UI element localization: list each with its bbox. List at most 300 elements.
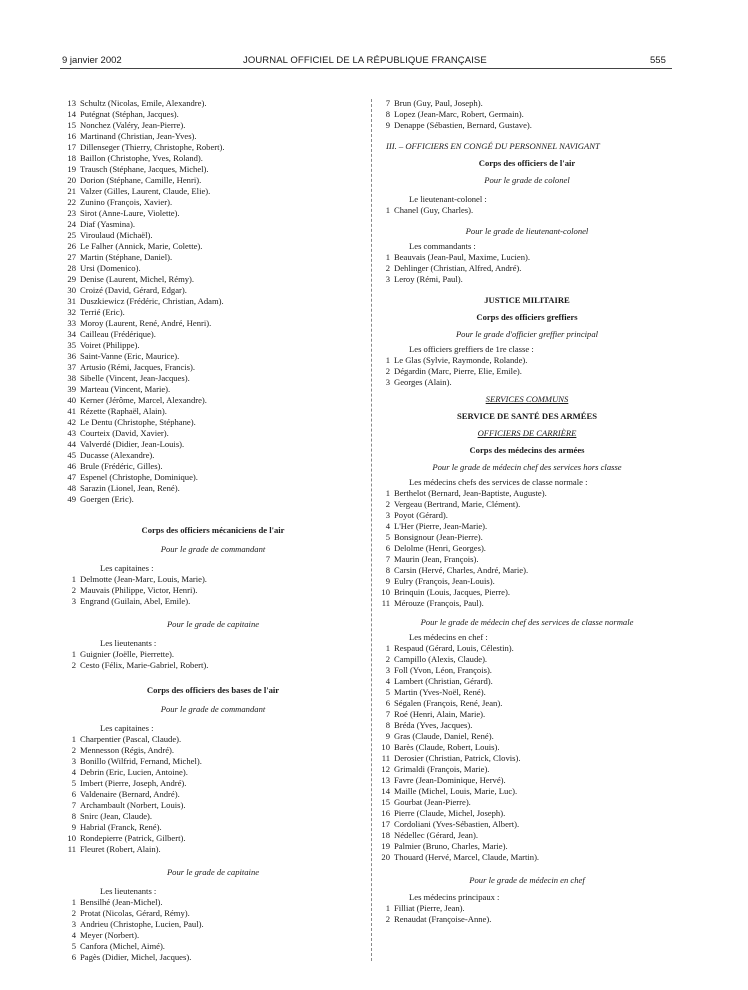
list-item (62, 373, 364, 384)
list-item (62, 822, 364, 833)
officer-name: Georges (Alain). (394, 377, 452, 387)
list-item (62, 208, 364, 219)
officer-name: Le Falher (Annick, Marie, Colette). (80, 241, 203, 251)
list-item (62, 952, 364, 963)
rank-number: 3 (385, 274, 390, 284)
rank-number: 6 (385, 698, 390, 708)
officer-name: Valzer (Gilles, Laurent, Claude, Elie). (80, 186, 211, 196)
rank-number: 28 (67, 263, 76, 273)
officer-name: Filliat (Pierre, Jean). (394, 903, 465, 913)
officer-name: Le Glas (Sylvie, Raymonde, Rolande). (394, 355, 528, 365)
officer-name: Kerner (Jérôme, Marcel, Alexandre). (80, 395, 207, 405)
officer-name: Voiret (Philippe). (80, 340, 140, 350)
officer-name: Mérouze (François, Paul). (394, 598, 484, 608)
list-item (62, 230, 364, 241)
officer-name: Pierre (Claude, Michel, Joseph). (394, 808, 506, 818)
officer-name: Sibelle (Vincent, Jean-Jacques). (80, 373, 190, 383)
list-item (62, 767, 364, 778)
rank-number: 46 (67, 461, 76, 471)
rank-number: 6 (71, 789, 76, 799)
officer-name: Nonchez (Valéry, Jean-Pierre). (80, 120, 186, 130)
officer-name: Barès (Claude, Robert, Louis). (394, 742, 500, 752)
list-item (381, 654, 673, 665)
rank-number: 34 (67, 329, 76, 339)
rank-number: 1 (71, 649, 76, 659)
officer-name: Respaud (Gérard, Louis, Célestin). (394, 643, 514, 653)
section-heading-greffiers: Corps des officiers greffiers (476, 312, 578, 322)
rank-number: 10 (67, 833, 76, 843)
rank-number: 1 (385, 903, 390, 913)
rank-number: 5 (71, 941, 76, 951)
officer-name: Charpentier (Pascal, Claude). (80, 734, 182, 744)
section-heading-conge: III. – OFFICIERS EN CONGÉ DU PERSONNEL NAVIGANT (386, 141, 600, 151)
rank-intro: Les lieutenants : (100, 638, 157, 648)
list-item (62, 494, 364, 505)
rank-number: 41 (67, 406, 76, 416)
officer-name: Bonsignour (Jean-Pierre). (394, 532, 483, 542)
list-item (381, 488, 673, 499)
officer-name: Debrin (Eric, Lucien, Antoine). (80, 767, 188, 777)
officer-name: Maille (Michel, Louis, Marie, Luc). (394, 786, 518, 796)
officer-name: Valverdé (Didier, Jean-Louis). (80, 439, 185, 449)
rank-number: 24 (67, 219, 76, 229)
list-item (381, 98, 673, 109)
officer-name: Foll (Yvon, Léon, François). (394, 665, 492, 675)
list-item (62, 109, 364, 120)
rank-number: 11 (381, 753, 390, 763)
list-item (381, 554, 673, 565)
promotion-list (62, 98, 364, 505)
officer-name: Bensilhé (Jean-Michel). (80, 897, 163, 907)
column-divider (371, 99, 372, 961)
list-item (381, 775, 673, 786)
list-item (62, 439, 364, 450)
rank-number: 14 (67, 109, 76, 119)
rank-number: 8 (385, 565, 390, 575)
promotion-list (381, 98, 673, 131)
grade-subheading: Pour le grade de commandant (160, 544, 266, 554)
rank-number: 11 (67, 844, 76, 854)
list-item (62, 252, 364, 263)
list-item (381, 720, 673, 731)
officer-name: Bonillo (Wilfrid, Fernand, Michel). (80, 756, 202, 766)
promotion-list (381, 355, 673, 388)
rank-number: 36 (67, 351, 76, 361)
list-item (62, 296, 364, 307)
list-item (381, 709, 673, 720)
list-item (381, 377, 673, 388)
list-item (381, 742, 673, 753)
officer-name: Gourbat (Jean-Pierre). (394, 797, 471, 807)
rank-number: 7 (71, 800, 76, 810)
rank-number: 5 (385, 532, 390, 542)
officer-name: Le Dentu (Christophe, Stéphane). (80, 417, 196, 427)
officer-name: Archambault (Norbert, Louis). (80, 800, 186, 810)
rank-number: 15 (67, 120, 76, 130)
list-item (381, 731, 673, 742)
officer-name: Dorion (Stéphane, Camille, Henri). (80, 175, 202, 185)
rank-number: 16 (67, 131, 76, 141)
officer-name: Derosier (Christian, Patrick, Clovis). (394, 753, 521, 763)
rank-number: 33 (67, 318, 76, 328)
list-item (62, 175, 364, 186)
officer-name: Campillo (Alexis, Claude). (394, 654, 488, 664)
officer-name: Diaf (Yasmina). (80, 219, 135, 229)
list-item (381, 109, 673, 120)
officer-name: Dehlinger (Christian, Alfred, André). (394, 263, 522, 273)
grade-subheading: Pour le grade de capitaine (166, 867, 260, 877)
officer-name: Thouard (Hervé, Marcel, Claude, Martin). (394, 852, 540, 862)
officer-name: Delmotte (Jean-Marc, Louis, Marie). (80, 574, 207, 584)
rank-number: 1 (385, 205, 390, 215)
rank-intro: Les lieutenants : (100, 886, 157, 896)
list-item (62, 833, 364, 844)
rank-number: 19 (67, 164, 76, 174)
header-rule (60, 68, 672, 69)
list-item (62, 219, 364, 230)
list-item (62, 745, 364, 756)
list-item (62, 307, 364, 318)
list-item (381, 205, 673, 216)
grade-subheading: Pour le grade de colonel (484, 175, 570, 185)
list-item (62, 417, 364, 428)
list-item (381, 576, 673, 587)
page-number: 555 (650, 55, 666, 66)
rank-number: 10 (381, 587, 390, 597)
promotion-list (62, 649, 364, 671)
officer-name: Protat (Nicolas, Gérard, Rémy). (80, 908, 190, 918)
rank-number: 8 (71, 811, 76, 821)
list-item (381, 643, 673, 654)
officer-name: Martin (Yves-Noël, René). (394, 687, 486, 697)
rank-intro: Les officiers greffiers de 1re classe : (409, 344, 534, 354)
list-item (381, 764, 673, 775)
officer-name: Maurin (Jean, François). (394, 554, 479, 564)
list-item (62, 120, 364, 131)
officer-name: Saint-Vanne (Eric, Maurice). (80, 351, 180, 361)
grade-subheading: Pour le grade de médecin en chef (469, 875, 585, 885)
officer-name: Lopez (Jean-Marc, Robert, Germain). (394, 109, 524, 119)
rank-number: 3 (71, 919, 76, 929)
officer-name: Dillenseger (Thierry, Christophe, Robert). (80, 142, 225, 152)
list-item (381, 698, 673, 709)
list-item (62, 897, 364, 908)
rank-number: 5 (71, 778, 76, 788)
rank-number: 2 (71, 585, 76, 595)
rank-number: 4 (71, 767, 76, 777)
rank-number: 23 (67, 208, 76, 218)
list-item (62, 778, 364, 789)
officer-name: Espenel (Christophe, Dominique). (80, 472, 198, 482)
rank-number: 11 (381, 598, 390, 608)
officer-name: L'Her (Pierre, Jean-Marie). (394, 521, 488, 531)
officer-name: Sirot (Anne-Laure, Violette). (80, 208, 180, 218)
list-item (381, 903, 673, 914)
rank-number: 3 (71, 596, 76, 606)
rank-number: 17 (381, 819, 390, 829)
grade-subheading: Pour le grade de médecin chef des services hors classe (432, 462, 622, 472)
list-item (62, 285, 364, 296)
officer-name: Engrand (Guilain, Abel, Emile). (80, 596, 191, 606)
list-item (62, 318, 364, 329)
rank-number: 32 (67, 307, 76, 317)
officer-name: Vergeau (Bertrand, Marie, Clément). (394, 499, 521, 509)
officer-name: Imbert (Pierre, Joseph, André). (80, 778, 187, 788)
list-item (62, 131, 364, 142)
list-item (62, 908, 364, 919)
rank-number: 39 (67, 384, 76, 394)
officer-name: Roé (Henri, Alain, Marie). (394, 709, 486, 719)
officer-name: Denappe (Sébastien, Bernard, Gustave). (394, 120, 532, 130)
list-item (381, 598, 673, 609)
officer-name: Putégnat (Stéphan, Jacques). (80, 109, 179, 119)
promotion-list (381, 205, 673, 216)
list-item (62, 483, 364, 494)
officer-name: Trausch (Stéphane, Jacques, Michel). (80, 164, 209, 174)
officer-name: Baillon (Christophe, Yves, Roland). (80, 153, 203, 163)
rank-number: 29 (67, 274, 76, 284)
rank-number: 7 (385, 98, 390, 108)
rank-number: 38 (67, 373, 76, 383)
grade-subheading: Pour le grade de lieutenant-colonel (465, 226, 589, 236)
list-item (62, 384, 364, 395)
list-item (62, 98, 364, 109)
section-heading-sante: SERVICE DE SANTÉ DES ARMÉES (456, 411, 598, 421)
rank-number: 1 (385, 252, 390, 262)
rank-number: 19 (381, 841, 390, 851)
rank-number: 20 (67, 175, 76, 185)
list-item (62, 734, 364, 745)
promotion-list (381, 488, 673, 609)
grade-subheading: Pour le grade d'officier greffier principal (455, 329, 599, 339)
list-item (62, 756, 364, 767)
officer-name: Leroy (Rémi, Paul). (394, 274, 463, 284)
list-item (62, 164, 364, 175)
officer-name: Dégardin (Marc, Pierre, Elie, Emile). (394, 366, 522, 376)
grade-subheading: Pour le grade de médecin chef des services de classe normale (420, 617, 634, 627)
list-item (381, 543, 673, 554)
rank-number: 25 (67, 230, 76, 240)
section-heading-air: Corps des officiers de l'air (478, 158, 576, 168)
section-heading-services: SERVICES COMMUNS (485, 394, 569, 404)
officer-name: Terrié (Eric). (80, 307, 125, 317)
rank-number: 2 (385, 499, 390, 509)
officer-name: Courteix (David, Xavier). (80, 428, 169, 438)
rank-number: 4 (71, 930, 76, 940)
officer-name: Denise (Laurent, Michel, Rémy). (80, 274, 195, 284)
officer-name: Zunino (François, Xavier). (80, 197, 173, 207)
list-item (381, 263, 673, 274)
section-heading-medecins: Corps des médecins des armées (469, 445, 585, 455)
list-item (381, 676, 673, 687)
officer-name: Martin (Stéphane, Daniel). (80, 252, 173, 262)
officer-name: Chanel (Guy, Charles). (394, 205, 474, 215)
list-item (381, 797, 673, 808)
list-item (381, 565, 673, 576)
rank-number: 45 (67, 450, 76, 460)
list-item (381, 532, 673, 543)
rank-number: 21 (67, 186, 76, 196)
officer-name: Ségalen (François, René, Jean). (394, 698, 503, 708)
rank-number: 7 (385, 554, 390, 564)
list-item (62, 263, 364, 274)
rank-number: 44 (67, 439, 76, 449)
list-item (62, 789, 364, 800)
section-heading-bases: Corps des officiers des bases de l'air (146, 685, 280, 695)
officer-name: Viroulaud (Michaël). (80, 230, 153, 240)
officer-name: Ducasse (Alexandre). (80, 450, 155, 460)
list-item (381, 252, 673, 263)
officer-name: Duszkiewicz (Frédéric, Christian, Adam). (80, 296, 224, 306)
rank-number: 1 (385, 488, 390, 498)
section-heading-carriere: OFFICIERS DE CARRIÈRE (477, 428, 577, 438)
list-item (381, 274, 673, 285)
list-item (62, 461, 364, 472)
officer-name: Brule (Frédéric, Gilles). (80, 461, 163, 471)
list-item (381, 786, 673, 797)
rank-number: 6 (385, 543, 390, 553)
officer-name: Martinand (Christian, Jean-Yves). (80, 131, 197, 141)
list-item (381, 665, 673, 676)
officer-name: Canfora (Michel, Aimé). (80, 941, 165, 951)
promotion-list (381, 643, 673, 863)
officer-name: Rondepierre (Patrick, Gilbert). (80, 833, 186, 843)
list-item (62, 941, 364, 952)
left-column (62, 98, 364, 963)
list-item (62, 919, 364, 930)
list-item (381, 521, 673, 532)
officer-name: Carsin (Hervé, Charles, André, Marie). (394, 565, 529, 575)
promotion-list (62, 574, 364, 607)
list-item (62, 329, 364, 340)
rank-number: 16 (381, 808, 390, 818)
list-item (381, 753, 673, 764)
rank-number: 9 (71, 822, 76, 832)
officer-name: Renaudat (Françoise-Anne). (394, 914, 492, 924)
officer-name: Lambert (Christian, Gérard). (394, 676, 493, 686)
officer-name: Grimaldi (François, Marie). (394, 764, 490, 774)
officer-name: Habrial (Franck, René). (80, 822, 162, 832)
officer-name: Berthelot (Bernard, Jean-Baptiste, Auguste). (394, 488, 547, 498)
officer-name: Sarazin (Lionel, Jean, René). (80, 483, 180, 493)
rank-number: 18 (67, 153, 76, 163)
rank-number: 3 (385, 510, 390, 520)
rank-number: 49 (67, 494, 76, 504)
promotion-list (62, 734, 364, 855)
list-item (62, 472, 364, 483)
rank-number: 27 (67, 252, 76, 262)
rank-number: 20 (381, 852, 390, 862)
rank-number: 7 (385, 709, 390, 719)
list-item (381, 819, 673, 830)
rank-number: 9 (385, 731, 390, 741)
officer-name: Favre (Jean-Dominique, Hervé). (394, 775, 506, 785)
rank-number: 2 (71, 745, 76, 755)
officer-name: Rézette (Raphaël, Alain). (80, 406, 167, 416)
rank-intro: Le lieutenant-colonel : (409, 194, 487, 204)
officer-name: Artusio (Rémi, Jacques, Francis). (80, 362, 196, 372)
rank-number: 4 (385, 676, 390, 686)
list-item (62, 274, 364, 285)
rank-intro: Les médecins en chef : (409, 632, 488, 642)
rank-number: 1 (71, 574, 76, 584)
right-column (381, 98, 673, 925)
list-item (381, 808, 673, 819)
officer-name: Moroy (Laurent, René, André, Henri). (80, 318, 212, 328)
rank-intro: Les capitaines : (100, 563, 154, 573)
header-title: JOURNAL OFFICIEL DE LA RÉPUBLIQUE FRANÇAISE (243, 55, 487, 66)
rank-number: 13 (381, 775, 390, 785)
promotion-list (62, 897, 364, 963)
rank-number: 48 (67, 483, 76, 493)
rank-number: 9 (385, 576, 390, 586)
list-item (62, 800, 364, 811)
officer-name: Palmier (Bruno, Charles, Marie). (394, 841, 508, 851)
list-item (62, 241, 364, 252)
rank-number: 6 (71, 952, 76, 962)
rank-number: 8 (385, 720, 390, 730)
list-item (62, 450, 364, 461)
list-item (62, 649, 364, 660)
list-item (381, 914, 673, 925)
list-item (62, 660, 364, 671)
grade-subheading: Pour le grade de capitaine (166, 619, 260, 629)
officer-name: Mauvais (Philippe, Victor, Henri). (80, 585, 198, 595)
rank-intro: Les commandants : (409, 241, 476, 251)
promotion-list (381, 903, 673, 925)
rank-number: 1 (71, 734, 76, 744)
rank-number: 2 (71, 908, 76, 918)
rank-number: 1 (71, 897, 76, 907)
officer-name: Schultz (Nicolas, Emile, Alexandre). (80, 98, 207, 108)
rank-number: 9 (385, 120, 390, 130)
list-item (381, 841, 673, 852)
list-item (381, 852, 673, 863)
rank-number: 47 (67, 472, 76, 482)
rank-number: 18 (381, 830, 390, 840)
rank-number: 4 (385, 521, 390, 531)
rank-number: 14 (381, 786, 390, 796)
rank-number: 42 (67, 417, 76, 427)
rank-number: 5 (385, 687, 390, 697)
list-item (62, 362, 364, 373)
rank-number: 40 (67, 395, 76, 405)
promotion-list (381, 252, 673, 285)
grade-subheading: Pour le grade de commandant (160, 704, 266, 714)
list-item (62, 585, 364, 596)
page-header (0, 55, 748, 69)
officer-name: Mennesson (Régis, André). (80, 745, 175, 755)
list-item (62, 142, 364, 153)
rank-number: 1 (385, 355, 390, 365)
rank-intro: Les médecins chefs des services de classe normale : (409, 477, 588, 487)
list-item (62, 574, 364, 585)
officer-name: Fleuret (Robert, Alain). (80, 844, 161, 854)
header-date: 9 janvier 2002 (62, 55, 122, 66)
officer-name: Croizé (David, Gérard, Edgar). (80, 285, 187, 295)
list-item (381, 366, 673, 377)
rank-number: 2 (385, 263, 390, 273)
rank-number: 12 (381, 764, 390, 774)
officer-name: Valdenaire (Bernard, André). (80, 789, 180, 799)
list-item (62, 844, 364, 855)
rank-number: 2 (385, 366, 390, 376)
officer-name: Ursi (Domenico). (80, 263, 141, 273)
list-item (62, 395, 364, 406)
rank-number: 13 (67, 98, 76, 108)
officer-name: Goergen (Eric). (80, 494, 134, 504)
list-item (381, 687, 673, 698)
